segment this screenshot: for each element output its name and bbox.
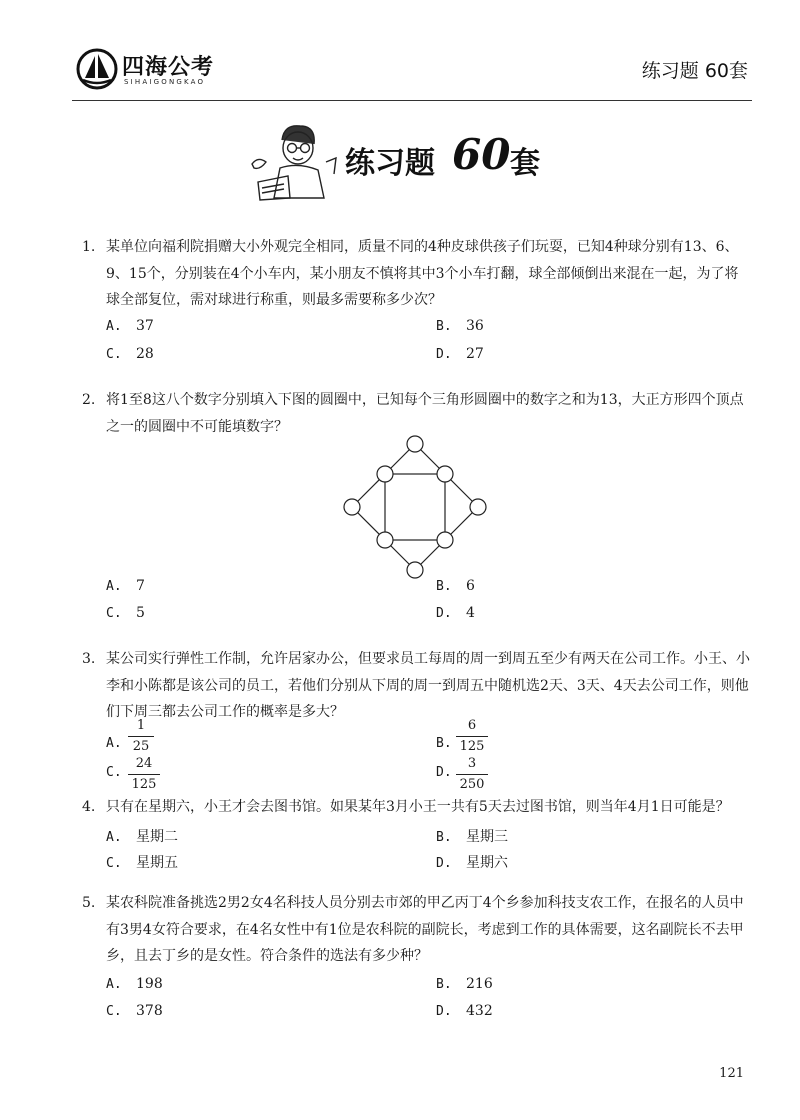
option-b[interactable]: B. 6 — [436, 578, 475, 594]
option-c-label[interactable]: C. — [106, 765, 122, 780]
fraction-bar — [456, 774, 488, 775]
circle-square-diagram — [340, 432, 490, 582]
fraction-denominator: 125 — [459, 739, 485, 754]
option-b-fraction[interactable] — [456, 718, 488, 755]
fraction-denominator: 25 — [132, 739, 150, 754]
diagram-node — [377, 466, 393, 482]
question-text: 某农科院准备挑选2男2女4名科技人员分别去市郊的甲乙丙丁4个乡参加科技支农工作，在报名的人员中有3男4女符合要求，在4名女性中有1位是农科院的副院长，考虑到工作的具体需要，这名副院长不去甲乡，且去丁乡的是女性。符合条件的选法有多少种？ — [106, 895, 744, 964]
option-a[interactable]: A. 37 — [106, 318, 154, 334]
option-c-fraction[interactable] — [128, 756, 160, 793]
question-text: 某单位向福利院捐赠大小外观完全相同，质量不同的4种皮球供孩子们玩耍，已知4种球分别有13、6、9、15个，分别装在4个小车内，某小朋友不慎将其中3个小车打翻，球全部倾倒出来混在一起，为了将球全部复位，需对球进行称重，则最多需要称多少次？ — [106, 239, 739, 308]
option-b[interactable]: B. 星期三 — [436, 829, 508, 845]
page-title: 练习题 — [345, 146, 435, 181]
option-b[interactable]: B. 36 — [436, 318, 484, 334]
option-d-fraction[interactable] — [456, 756, 488, 793]
option-c[interactable]: C. 星期五 — [106, 855, 178, 871]
option-d[interactable]: D. 27 — [436, 346, 484, 362]
question-5 — [82, 890, 750, 970]
option-d-label[interactable]: D. — [436, 765, 452, 780]
sailboat-logo-icon — [76, 48, 118, 90]
fraction-bar — [128, 736, 154, 737]
option-d[interactable]: D. 星期六 — [436, 855, 508, 871]
fraction-numerator: 24 — [135, 756, 153, 771]
fraction-denominator: 125 — [131, 777, 157, 792]
option-b[interactable]: B. 216 — [436, 976, 493, 992]
page-title-suffix: 套 — [510, 146, 540, 181]
diagram-node — [437, 466, 453, 482]
fraction-denominator: 250 — [459, 777, 485, 792]
question-text: 只有在星期六，小王才会去图书馆。如果某年3月小王一共有5天去过图书馆，则当年4月1日可能是？ — [106, 799, 730, 815]
diagram-node — [470, 499, 486, 515]
option-c[interactable]: C. 28 — [106, 346, 154, 362]
diagram-node — [344, 499, 360, 515]
diagram-node — [437, 532, 453, 548]
option-a-fraction[interactable] — [128, 718, 154, 755]
question-number: 2. — [82, 392, 96, 408]
fraction-bar — [128, 774, 160, 775]
question-4 — [82, 794, 750, 821]
logo-chinese-name: 四海公考 — [122, 55, 215, 80]
option-d[interactable]: D. 432 — [436, 1003, 493, 1019]
header-divider — [72, 100, 752, 101]
brand-logo — [76, 48, 236, 92]
fraction-numerator: 1 — [136, 718, 146, 733]
question-number: 3. — [82, 651, 96, 667]
fraction-numerator: 3 — [467, 756, 477, 771]
page-number: 121 — [719, 1066, 744, 1081]
boy-reading-illustration-icon — [248, 118, 340, 202]
header-section-title: 练习题 60套 — [641, 60, 748, 82]
diagram-node — [407, 562, 423, 578]
option-a[interactable]: A. 星期二 — [106, 829, 178, 845]
option-b-label[interactable]: B. — [436, 736, 452, 751]
diagram-node — [407, 436, 423, 452]
question-number: 1. — [82, 239, 96, 255]
question-3 — [82, 646, 750, 726]
option-d[interactable]: D. 4 — [436, 605, 475, 621]
question-number: 5. — [82, 895, 96, 911]
diagram-node — [377, 532, 393, 548]
question-1 — [82, 234, 750, 314]
option-a[interactable]: A. 198 — [106, 976, 163, 992]
option-c[interactable]: C. 5 — [106, 605, 145, 621]
fraction-numerator: 6 — [467, 718, 477, 733]
question-number: 4. — [82, 799, 96, 815]
option-c[interactable]: C. 378 — [106, 1003, 163, 1019]
logo-english-name: SIHAIGONGKAO — [124, 78, 206, 86]
option-a-label[interactable]: A. — [106, 736, 122, 751]
option-a[interactable]: A. 7 — [106, 578, 145, 594]
question-text: 将1至8这八个数字分别填入下图的圆圈中，已知每个三角形圆圈中的数字之和为13，大正方形四个顶点之一的圆圈中不可能填数字？ — [106, 392, 744, 435]
page-title-number: 60 — [452, 130, 511, 179]
fraction-bar — [456, 736, 488, 737]
question-text: 某公司实行弹性工作制，允许居家办公，但要求员工每周的周一到周五至少有两天在公司工作。小王、小李和小陈都是该公司的员工，若他们分别从下周的周一到周五中随机选2天、3天、4天去公司工作，则他们下周三都去公司工作的概率是多大？ — [106, 651, 750, 720]
